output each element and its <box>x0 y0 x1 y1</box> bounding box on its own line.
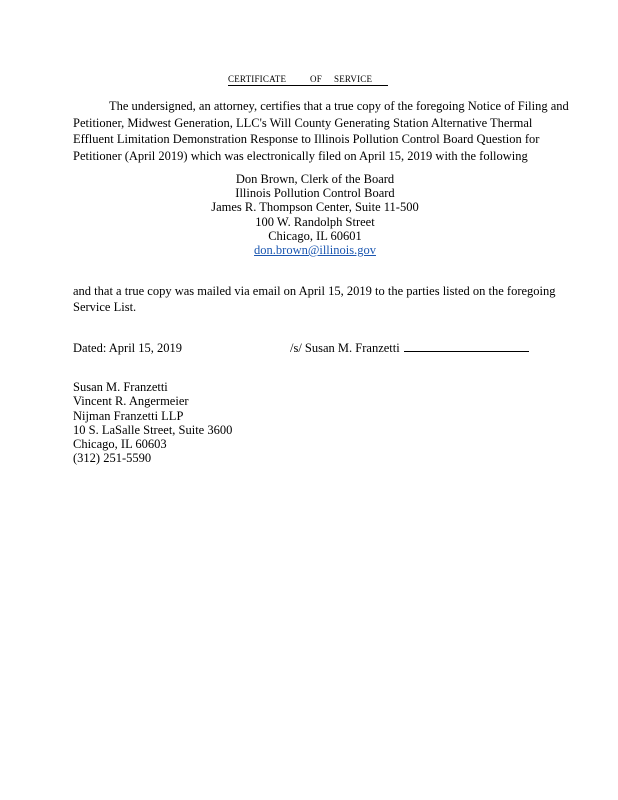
signature-block <box>73 380 232 466</box>
dated-line: Dated: April 15, 2019 <box>73 341 183 355</box>
firm-street: 10 S. LaSalle Street, Suite 3600 <box>73 422 233 437</box>
certification-paragraph: The undersigned, an attorney, certifies that a true copy of the foregoing Notice of Filing and Petitioner, Midwest Generation, LLC's Will County Generating Station Alternative Thermal Effluent Limitation Demonstration Response to Illinois Pollution Control Board Question for Petitioner (April 2019) which was electronically filed on April 15, 2019 with the following <box>73 99 569 163</box>
recipient-city: Chicago, IL 60601 <box>268 228 362 243</box>
signer-name: Susan M. Franzetti <box>73 380 168 394</box>
mailing-paragraph: and that a true copy was mailed via email on April 15, 2019 to the parties listed on the foregoing Service List. <box>73 284 556 314</box>
recipient-address <box>150 172 480 257</box>
recipient-name: Don Brown, Clerk of the Board <box>235 172 395 186</box>
title-word-certificate: CERTIFICATE <box>228 74 287 84</box>
recipient-email-link[interactable]: don.brown@illinois.gov <box>254 243 376 258</box>
recipient-street: 100 W. Randolph Street <box>255 214 375 229</box>
firm-phone: (312) 251-5590 <box>73 451 152 466</box>
certificate-title <box>228 74 388 86</box>
firm-name: Nijman Franzetti LLP <box>73 408 184 423</box>
recipient-org: Illinois Pollution Control Board <box>235 186 395 201</box>
title-word-service: SERVICE <box>334 74 373 84</box>
title-word-of: OF <box>310 74 322 84</box>
signature-text: /s/ Susan M. Franzetti <box>290 341 400 355</box>
firm-city: Chicago, IL 60603 <box>73 437 167 452</box>
recipient-building: James R. Thompson Center, Suite 11-500 <box>211 200 419 215</box>
signature-underline <box>404 350 529 352</box>
signature-line <box>290 341 529 356</box>
co-signer-name: Vincent R. Angermeier <box>73 394 189 409</box>
